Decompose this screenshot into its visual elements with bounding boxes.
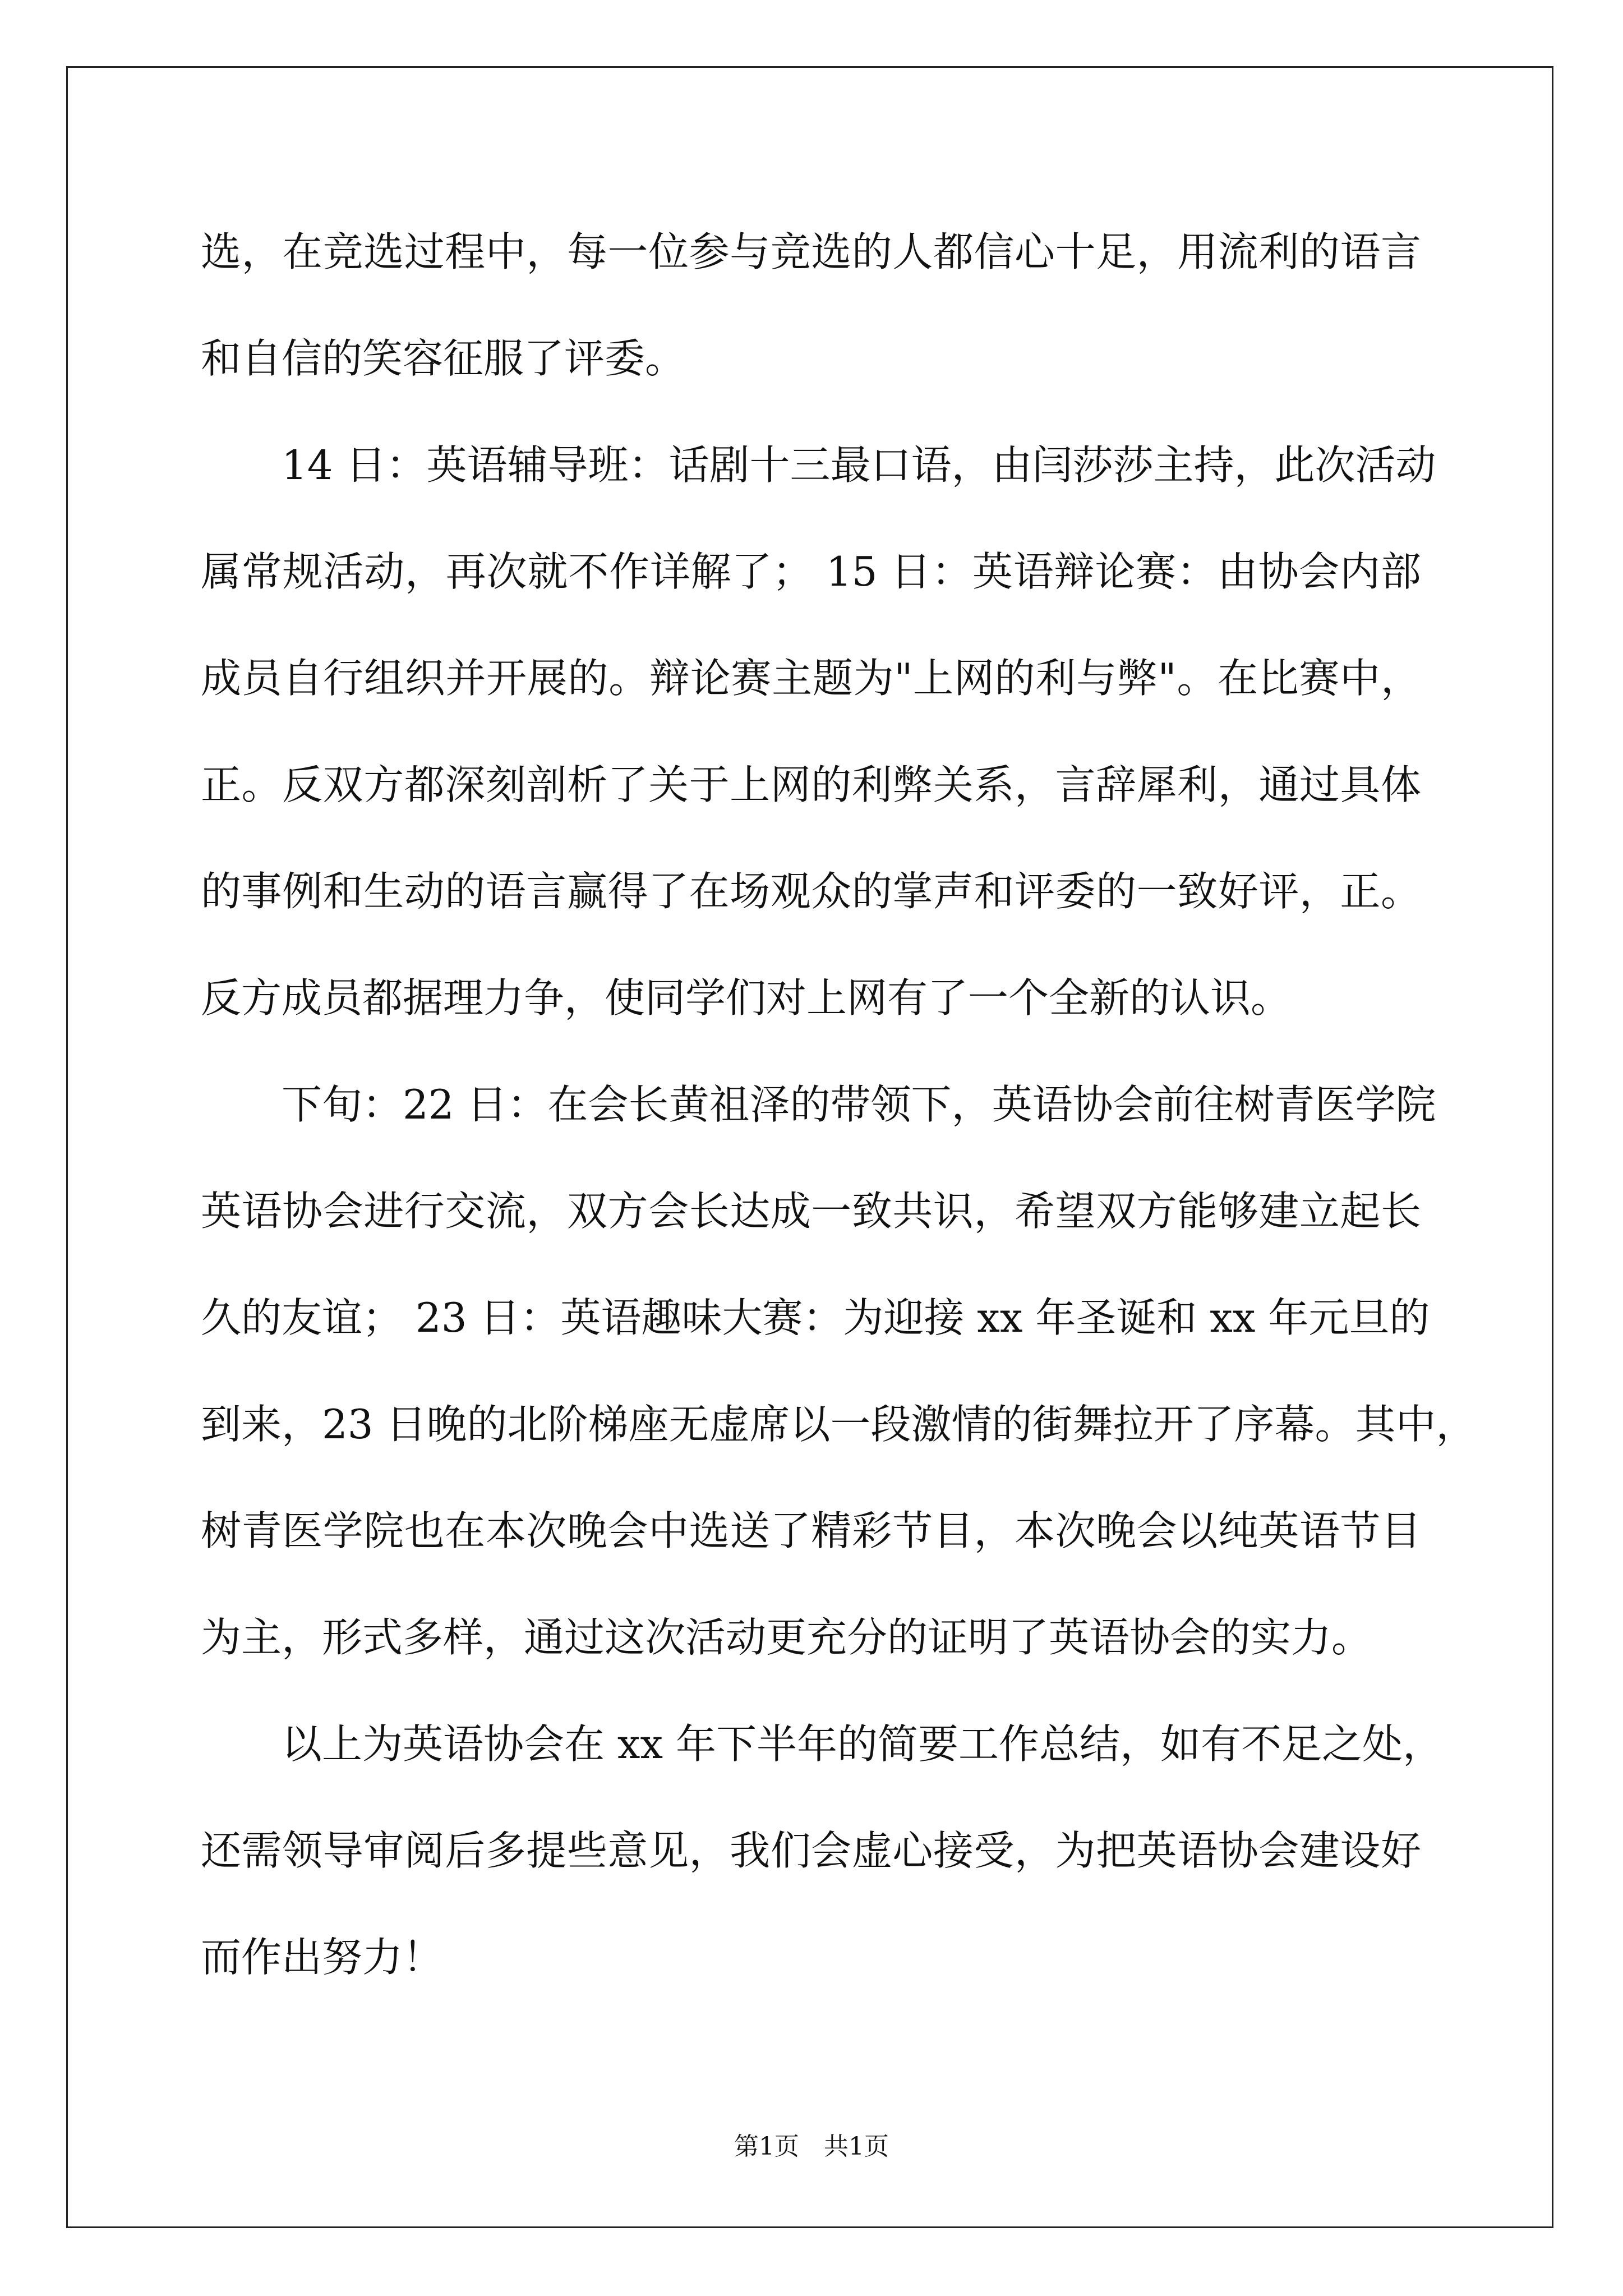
document-body	[201, 199, 1477, 2010]
text-line: 而作出努力！	[201, 1934, 444, 1981]
text-line: 久的友谊； 23 日：英语趣味大赛：为迎接 xx 年圣诞和 xx 年元旦的	[201, 1294, 1430, 1341]
text-line: 还需领导审阅后多提些意见，我们会虚心接受，为把英语协会建设好	[201, 1827, 1421, 1874]
paragraph-2	[201, 412, 1436, 1051]
text-line: 和自信的笑容征服了评委。	[201, 335, 686, 382]
text-line: 到来，23 日晚的北阶梯座无虚席以一段激情的街舞拉开了序幕。其中，	[201, 1401, 1477, 1448]
paragraph-4	[201, 1691, 1443, 2010]
text-line: 树青医学院也在本次晚会中选送了精彩节目，本次晚会以纯英语节目	[201, 1507, 1421, 1554]
text-line: 以上为英语协会在 xx 年下半年的简要工作总结，如有不足之处，	[282, 1720, 1443, 1768]
text-line: 成员自行组织并开展的。辩论赛主题为"上网的利与弊"。在比赛中，	[201, 655, 1421, 702]
paragraph-1	[201, 199, 1421, 412]
text-line: 反方成员都据理力争，使同学们对上网有了一个全新的认识。	[201, 974, 1292, 1022]
text-line: 属常规活动，再次就不作详解了； 15 日：英语辩论赛：由协会内部	[201, 548, 1421, 595]
text-line: 为主，形式多样，通过这次活动更充分的证明了英语协会的实力。	[201, 1614, 1372, 1661]
text-line: 的事例和生动的语言赢得了在场观众的掌声和评委的一致好评，正。	[201, 868, 1421, 915]
page-number: 第1页 共1页	[734, 2132, 889, 2161]
text-line: 14 日：英语辅导班：话剧十三最口语，由闫莎莎主持，此次活动	[282, 441, 1436, 489]
paragraph-3	[201, 1051, 1477, 1691]
text-line: 下旬：22 日：在会长黄祖泽的带领下，英语协会前往树青医学院	[282, 1081, 1436, 1128]
text-line: 正。反双方都深刻剖析了关于上网的利弊关系，言辞犀利，通过具体	[201, 761, 1421, 808]
text-line: 英语协会进行交流，双方会长达成一致共识，希望双方能够建立起长	[201, 1188, 1421, 1235]
text-line: 选，在竞选过程中，每一位参与竞选的人都信心十足，用流利的语言	[201, 228, 1421, 275]
